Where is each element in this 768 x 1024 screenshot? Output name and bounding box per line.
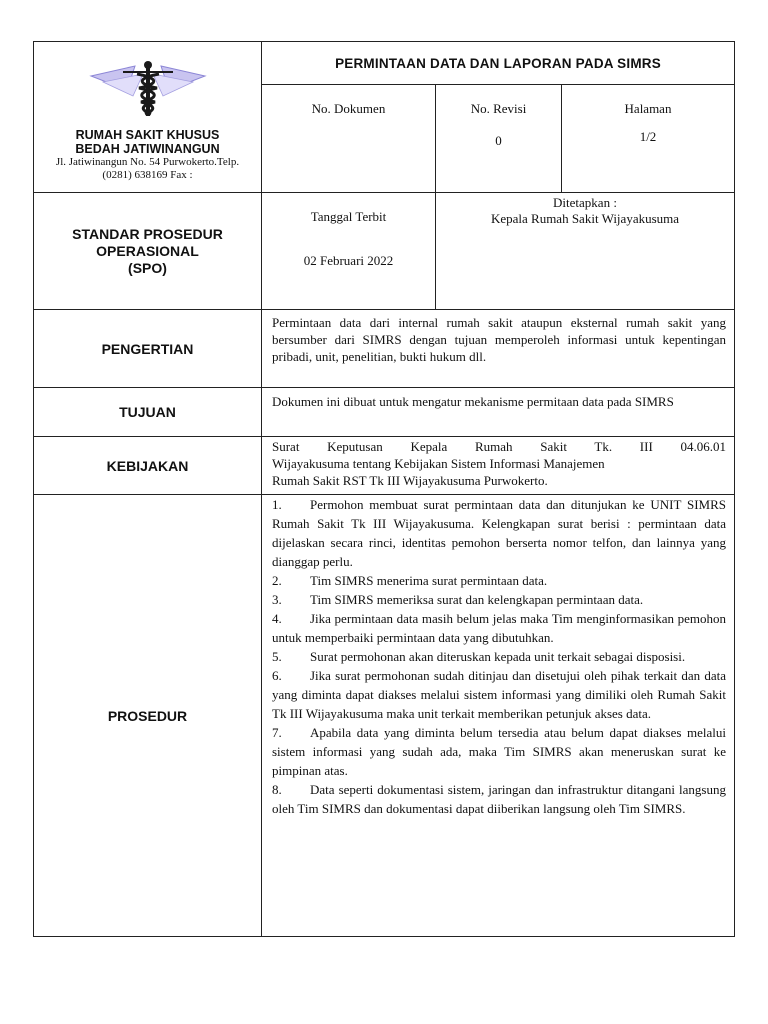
prosedur-item — [272, 609, 726, 647]
prosedur-item-number: 3. — [272, 592, 282, 607]
tujuan-label: TUJUAN — [34, 388, 262, 437]
prosedur-list — [262, 495, 735, 937]
prosedur-item-number: 7. — [272, 725, 282, 740]
kebijakan-line2: Wijayakusuma tentang Kebijakan Sistem Informasi Manajemen — [272, 456, 605, 471]
ditetapkan-label: Ditetapkan : — [553, 195, 617, 210]
no-revisi-cell — [436, 85, 562, 193]
tanggal-terbit-value: 02 Februari 2022 — [303, 253, 394, 268]
prosedur-item — [272, 590, 726, 609]
pengertian-label: PENGERTIAN — [34, 310, 262, 388]
no-revisi-label: No. Revisi — [470, 101, 527, 116]
prosedur-item — [272, 571, 726, 590]
prosedur-item-number: 5. — [272, 649, 282, 664]
prosedur-item-text: Jika permintaan data masih belum jelas maka Tim menginformasikan pemohon untuk memperbaiki permintaan data yang dibutuhkan. — [272, 611, 726, 645]
prosedur-item — [272, 647, 726, 666]
spo-title-line1: STANDAR PROSEDUR — [72, 225, 223, 242]
tujuan-text: Dokumen ini dibuat untuk mengatur mekanisme permitaan data pada SIMRS — [262, 388, 735, 437]
halaman-value: 1/2 — [639, 129, 657, 144]
hospital-address-line2: (0281) 638169 Fax : — [102, 169, 193, 181]
prosedur-item-number: 8. — [272, 782, 282, 797]
spo-title-cell — [34, 193, 262, 310]
prosedur-item-text: Jika surat permohonan sudah ditinjau dan disetujui oleh pihak terkait dan data yang diminta dapat diakses melalui sistem informasi yang dimiliki oleh Rumah Sakit Tk III Wijayakusuma maka unit terkait memberikan petunjuk akses data. — [272, 668, 726, 721]
prosedur-item — [272, 723, 726, 780]
kebijakan-line1: Surat Keputusan Kepala Rumah Sakit Tk. III 04.06.01 — [272, 439, 726, 454]
prosedur-item — [272, 780, 726, 818]
no-dokumen-label: No. Dokumen — [311, 101, 386, 116]
prosedur-label: PROSEDUR — [34, 495, 262, 937]
prosedur-item-number: 1. — [272, 497, 282, 512]
hospital-name-line1: RUMAH SAKIT KHUSUS — [75, 128, 220, 142]
caduceus-logo-icon — [83, 60, 213, 118]
halaman-label: Halaman — [624, 101, 672, 116]
ditetapkan-by: Kepala Rumah Sakit Wijayakusuma — [490, 211, 680, 226]
hospital-address-line1: Jl. Jatiwinangun No. 54 Purwokerto.Telp. — [55, 156, 240, 168]
tanggal-terbit-label: Tanggal Terbit — [310, 209, 387, 224]
hospital-name-line2: BEDAH JATIWINANGUN — [75, 142, 220, 156]
prosedur-item-text: Data seperti dokumentasi sistem, jaringan dan infrastruktur ditangani langsung oleh Tim SIMRS dan dokumentasi dapat diiberikan langsung oleh Tim SIMRS. — [272, 782, 726, 816]
document-title: PERMINTAAN DATA DAN LAPORAN PADA SIMRS — [262, 42, 735, 85]
spo-title-line2: OPERASIONAL — [96, 242, 199, 259]
prosedur-item-text: Surat permohonan akan diteruskan kepada unit terkait sebagai disposisi. — [310, 649, 686, 664]
prosedur-item-text: Apabila data yang diminta belum tersedia atau belum dapat diakses melalui sistem informasi yang sudah ada, maka Tim SIMRS akan meneruskan surat ke pimpinan atas. — [272, 725, 726, 778]
hospital-identity-cell — [34, 42, 262, 193]
kebijakan-cell — [262, 437, 735, 495]
pengertian-text: Permintaan data dari internal rumah sakit ataupun eksternal rumah sakit yang bersumber dari SIMRS dengan tujuan memperoleh informasi untuk kepentingan pribadi, unit, penelitian, bukti hukum dll. — [262, 310, 735, 388]
spo-document-table — [33, 41, 735, 937]
prosedur-item-number: 2. — [272, 573, 282, 588]
no-revisi-value: 0 — [495, 133, 502, 148]
prosedur-item-number: 4. — [272, 611, 282, 626]
prosedur-item — [272, 666, 726, 723]
ditetapkan-cell — [436, 193, 735, 310]
prosedur-item-number: 6. — [272, 668, 282, 683]
halaman-cell — [562, 85, 735, 193]
tanggal-terbit-cell — [262, 193, 436, 310]
kebijakan-label: KEBIJAKAN — [34, 437, 262, 495]
spo-title-line3: (SPO) — [128, 259, 167, 276]
prosedur-item-text: Tim SIMRS memeriksa surat dan kelengkapan permintaan data. — [310, 592, 644, 607]
kebijakan-line3: Rumah Sakit RST Tk III Wijayakusuma Purwokerto. — [272, 473, 548, 488]
prosedur-item-text: Tim SIMRS menerima surat permintaan data. — [310, 573, 548, 588]
prosedur-item-text: Permohon membuat surat permintaan data dan ditunjukan ke UNIT SIMRS Rumah Sakit Tk III Wijayakusuma. Kelengkapan surat berisi : permintaan data dijelaskan secara rinci, identitas pemohon berserta nomor telfon, dan lainnya yang dianggap perlu. — [272, 497, 726, 569]
prosedur-item — [272, 495, 726, 571]
no-dokumen-cell — [262, 85, 436, 193]
